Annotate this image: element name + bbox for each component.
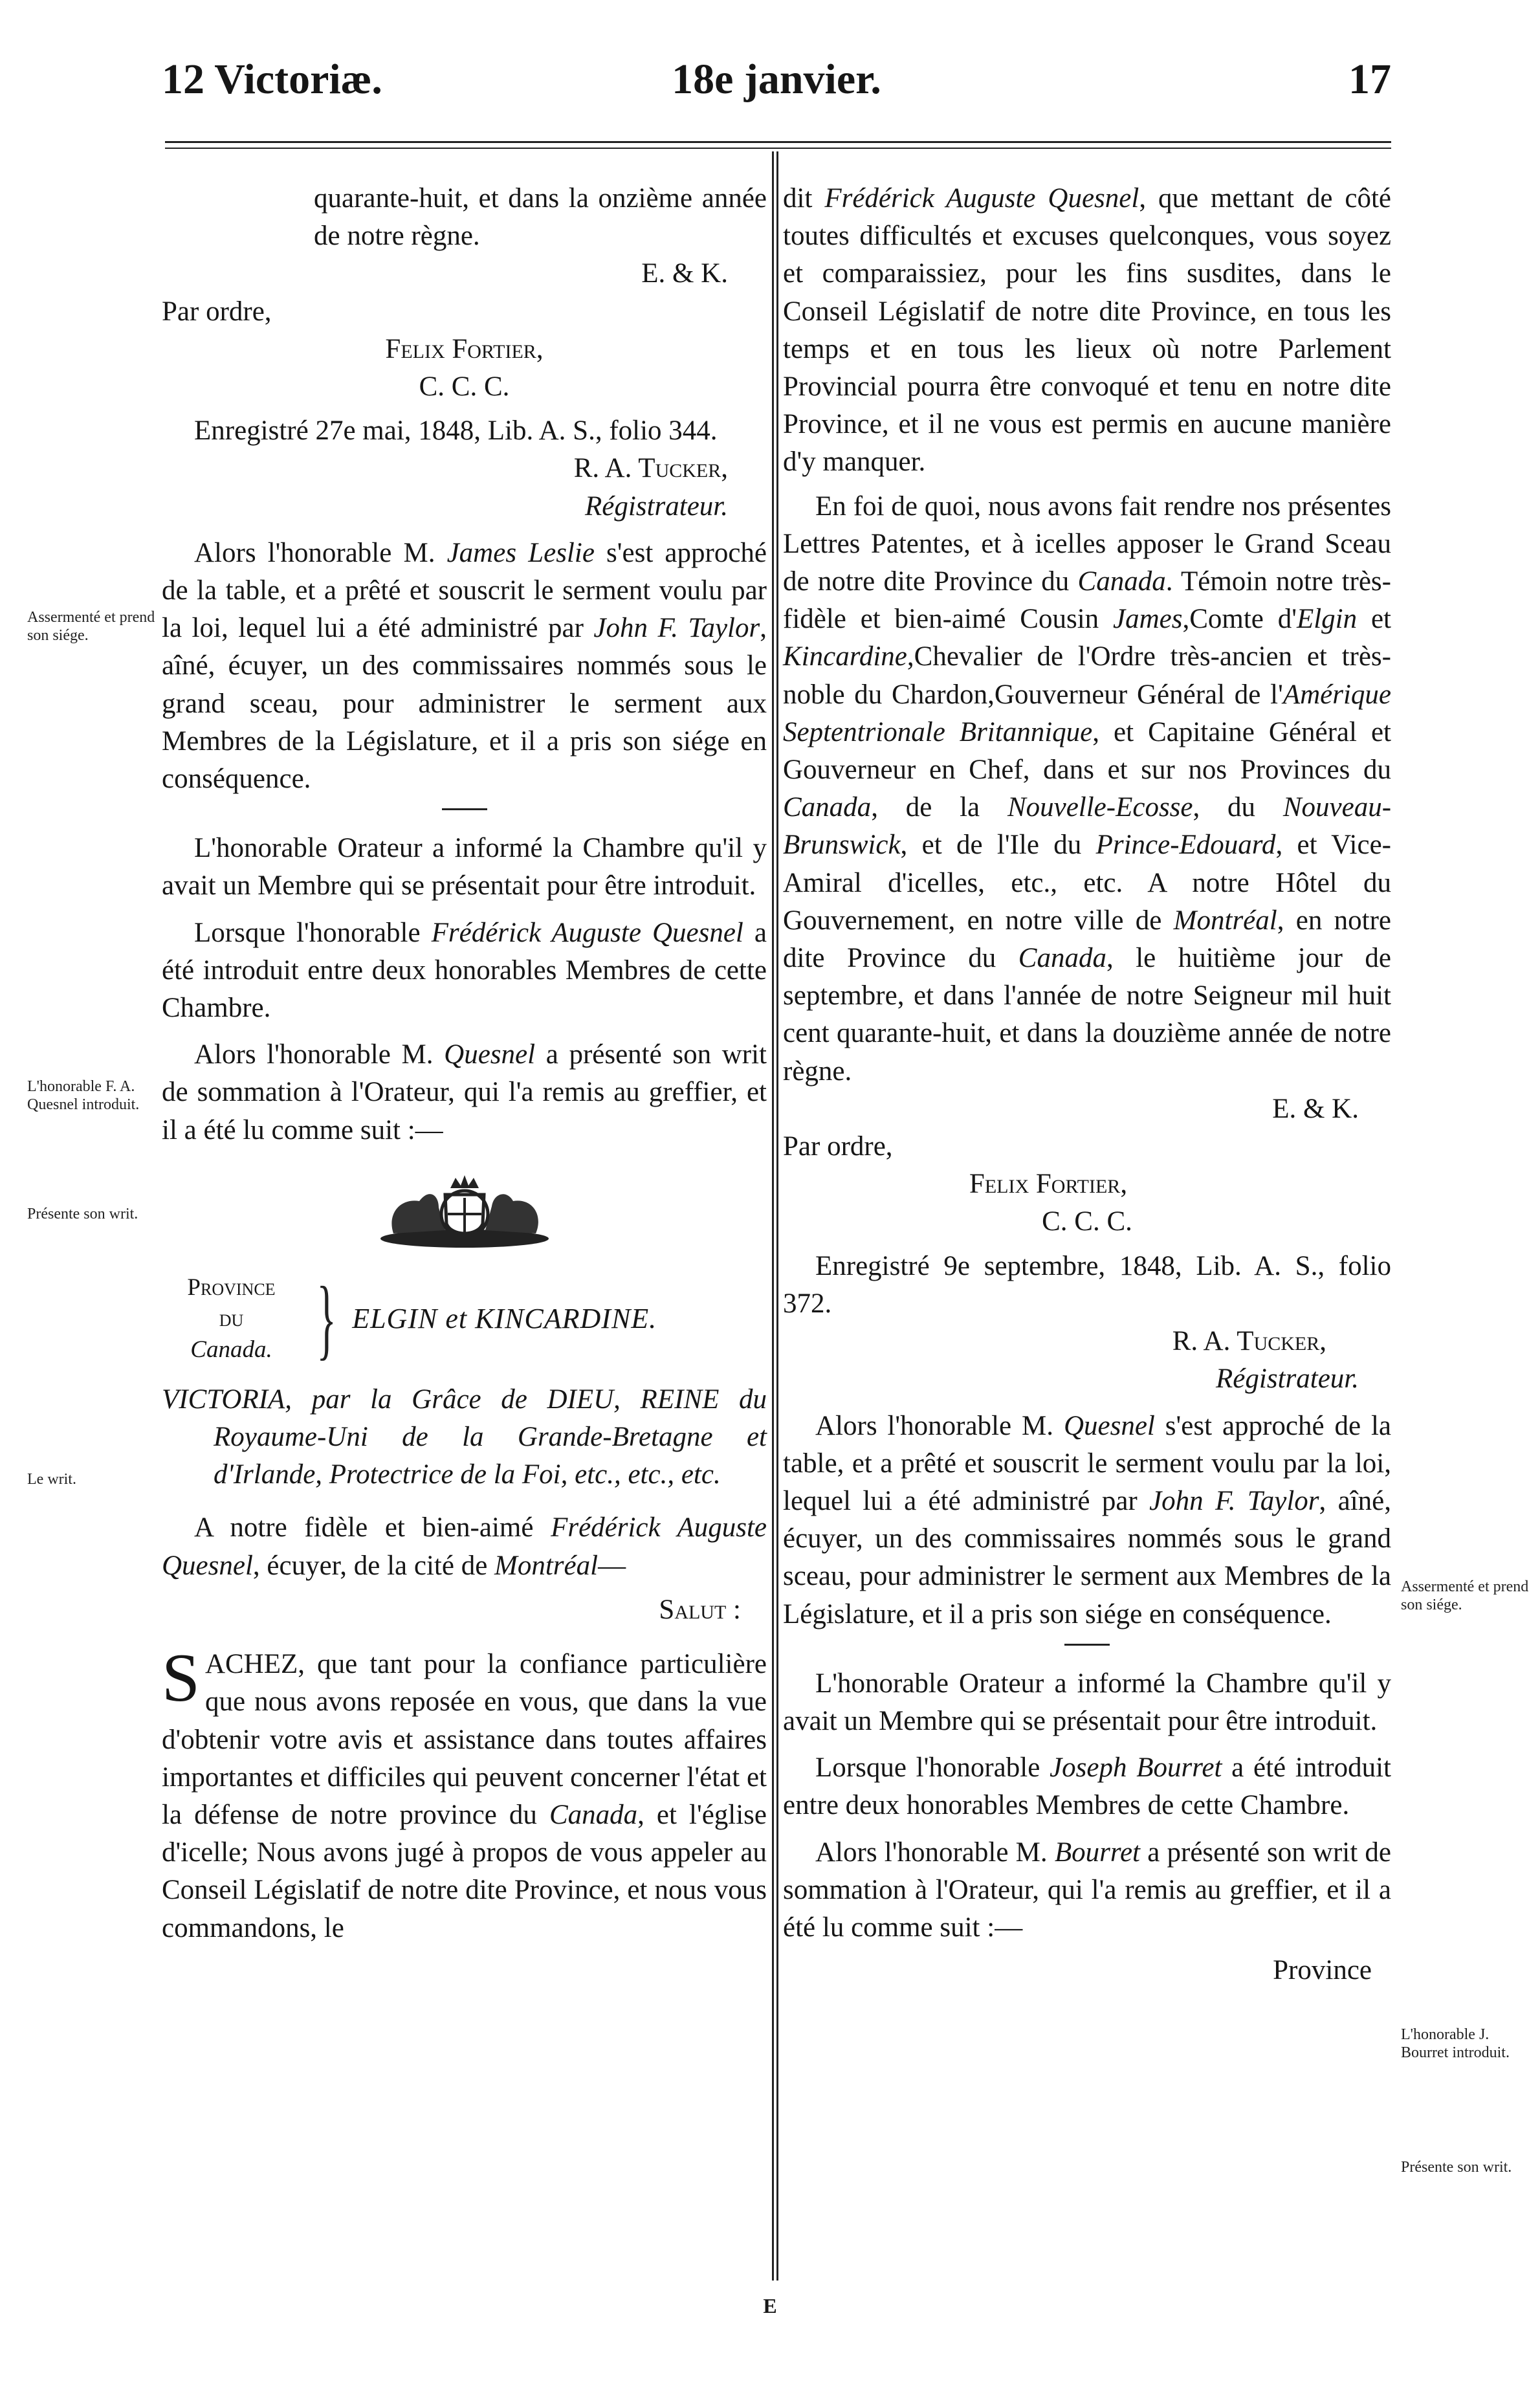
paragraph-quesnel-sworn [783,1408,1391,1633]
text-run: , de la [871,792,1007,823]
enregistre-line: Enregistré 9e septembre, 1848, Lib. A. S., folio 372. [783,1250,1391,1319]
signer-name: Felix Fortier, [969,1169,1128,1200]
text-run: , écuyer, de la cité de [252,1550,495,1581]
place-name: Amérique Septentrionale Britannique [783,679,1391,747]
registrar-title: Régistrateur. [585,491,728,522]
text-run: A notre fidèle et bien-aimé [194,1512,551,1543]
header-rule-top [165,141,1391,143]
par-ordre: Par ordre, [783,1131,893,1162]
text-run: et [1357,604,1391,635]
ek-initials: E. & K. [641,258,728,289]
text-run: , et de l'Ile du [900,830,1096,861]
place-name: Canada [549,1799,638,1830]
paragraph-orateur: L'honorable Orateur a informé la Chambre qu'il y avait un Membre qui se présentait pour être introduit. [162,833,767,901]
province-heading [162,1268,767,1369]
du-label: du [219,1305,244,1332]
place-name: Elgin [1296,604,1358,635]
text-run: a été introduit entre deux honorables Membres de cette Chambre. [783,1752,1391,1821]
text-run: Alors l'honorable M. [194,1039,445,1070]
text-run: , aîné, écuyer, un des commissaires nommés sous le grand sceau, pour administrer le serment aux Membres de la Législature, et il a pris son siége en conséquence. [162,613,767,795]
left-column [162,180,767,1947]
text-run: , aîné, écuyer, un des commissaires nommés sous le grand sceau, pour administrer le serment aux Membres de la Législature, et il a pris son siége en conséquence. [783,1485,1391,1629]
place-name: Canada [1077,566,1166,597]
place-name: Montréal [1173,905,1277,936]
paragraph-a-notre [162,1509,767,1584]
province-label: Province [187,1274,276,1301]
margin-note-right-1: Assermenté et prend son siége. [1401,1578,1529,1613]
text-run: , en notre dite Province du [783,905,1391,974]
paragraph-quesnel-introduced [162,914,767,1028]
right-column [783,180,1391,1989]
text-run: , le huitième jour de septembre, et dans l'année de notre Seigneur mil huit cent quarante-huit, et dans la douzième année de notre règne. [783,943,1391,1087]
paragraph-orateur: L'honorable Orateur a informé la Chambre qu'il y avait un Membre qui se présentait pour être introduit. [783,1668,1391,1736]
text-run: , et l'église d'icelle; Nous avons jugé à propos de vous appeler au Conseil Législatif de notre dite Province, et nous vous commandons, le [162,1799,767,1943]
person-name: Frédérick Auguste Quesnel [162,1512,767,1581]
text-run: , et Vice-Amiral d'icelles, etc., etc. A notre Hôtel du Gouvernement, en notre ville de [783,830,1391,936]
ek-initials: E. & K. [1272,1093,1359,1124]
text-run: En foi de quoi, nous avons fait rendre nos présentes Lettres Patentes, et à icelles apposer le Grand Sceau de notre dite Province du [783,491,1391,597]
text-run: , du [1193,792,1283,823]
place-name: Nouveau-Brunswick [783,792,1392,861]
province-block [162,1272,301,1365]
place-name: Prince-Edouard [1095,830,1276,861]
person-name: Quesnel [1063,1410,1155,1441]
header-date: 18e janvier. [672,56,881,103]
paragraph-bourret-writ [783,1834,1391,1947]
paragraph-quesnel-writ [162,1036,767,1149]
registrar-title: Régistrateur. [1216,1364,1359,1395]
header-regnal-year: 12 Victoriæ. [162,56,382,103]
section-dash [442,808,487,810]
text-run: ,Comte d' [1182,604,1297,635]
person-name: Quesnel [444,1039,536,1070]
person-name: Bourret [1054,1837,1140,1868]
registrar-name: R. A. Tucker, [1172,1326,1326,1357]
margin-note-left-4: Le writ. [27,1471,76,1488]
margin-note-right-2: L'honorable J. Bourret introduit. [1401,2026,1510,2061]
text-run: Lorsque l'honorable [194,917,432,948]
margin-note-right-3: Présente son writ. [1401,2159,1512,2176]
registrar-name: R. A. Tucker, [573,453,728,484]
person-name: James Leslie [446,537,595,568]
margin-note-left-2: L'honorable F. A. Quesnel introduit. [27,1078,140,1113]
person-name: Frédérick Auguste Quesnel [431,917,743,948]
paragraph-dit [783,180,1391,481]
margin-note-left-1: Assermenté et prend son siége. [27,609,155,644]
person-name: John F. Taylor [593,613,760,644]
person-name: James [1113,604,1183,635]
text-run: , et Capitaine Général et Gouverneur en Chef, dans et sur nos Provinces du [783,716,1392,786]
header-page-number: 17 [1348,56,1391,103]
column-divider-left [772,151,774,2281]
par-ordre: Par ordre, [162,296,272,327]
person-name: John F. Taylor [1149,1485,1319,1516]
place-name: Kincardine [783,641,907,672]
text-run: Alors l'honorable M. [194,537,447,568]
paragraph-en-foi [783,488,1391,1090]
paragraph-sachez [162,1640,767,1947]
text-run: ,Chevalier de l'Ordre très-ancien et très-noble du Chardon,Gouverneur Général de l' [783,641,1391,710]
place-name: Canada [783,792,872,823]
text-run: Alors l'honorable M. [815,1837,1055,1868]
text-run: ACHEZ, que tant pour la confiance particulière que nous avons reposée en vous, que dans la vue d'obtenir votre avis et assistance dans toutes affaires importantes et difficiles qui peuvent concerner l'état et la défense de notre province du [162,1649,767,1830]
text-run: a présenté son writ de sommation à l'Orateur, qui l'a remis au greffier, et il a été lu comme suit :— [783,1837,1392,1943]
header-rule-bottom [165,148,1391,149]
paragraph-bourret-introduced [783,1749,1391,1824]
text-run: Alors l'honorable M. [815,1410,1064,1441]
place-name: Nouvelle-Ecosse [1007,792,1193,823]
paragraph-leslie-sworn [162,535,767,798]
margin-note-left-3: Présente son writ. [27,1206,138,1222]
victoria-title: VICTORIA, par la Grâce de DIEU, REINE du Royaume-Uni de la Grande-Bretagne et d'Irlande, Protectrice de la Foi, etc., etc., etc. [162,1384,767,1490]
person-name: Joseph Bourret [1050,1752,1222,1784]
catchword: Province [1273,1955,1372,1986]
signature-mark: E [763,2294,777,2317]
royal-coat-of-arms-icon [374,1169,555,1253]
continuation-text: quarante-huit, et dans la onzième année de notre règne. [314,183,767,252]
text-run: s'est approché de la table, et a prêté et souscrit le serment voulu par la loi, lequel lui a été administré par [162,537,767,644]
canada-label: Canada. [190,1336,272,1363]
text-run: dit [783,183,825,214]
person-name: Frédérick Auguste Quesnel [824,183,1139,214]
text-run: — [598,1550,626,1581]
enregistre-line: Enregistré 27e mai, 1848, Lib. A. S., folio 344. [194,415,718,447]
section-dash [1064,1644,1110,1646]
signer-title: C. C. C. [419,371,510,403]
drop-cap: S [162,1640,200,1716]
text-run: Lorsque l'honorable [815,1752,1050,1784]
curly-brace-icon: } [316,1268,336,1369]
text-run: , que mettant de côté toutes difficultés et excuses quelconques, vous soyez et comparaissiez, pour les fins susdites, dans le Conseil Législatif de notre dite Province, en tous les temps et en tous les lieux où notre Parlement Provincial pourra être convoqué et tenu en notre dite Province, et il ne vous est permis en aucune manière d'y manquer. [783,183,1391,478]
text-run: s'est approché de la table, et a prêté et souscrit le serment voulu par la loi, lequel lui a été administré par [783,1410,1391,1516]
signer-name: Felix Fortier, [385,333,544,364]
text-run: a été introduit entre deux honorables Membres de cette Chambre. [162,917,767,1024]
elgin-kincardine: ELGIN et KINCARDINE. [352,1302,657,1334]
city-name: Montréal [494,1550,599,1581]
place-name: Canada [1018,943,1106,974]
signer-title: C. C. C. [1042,1206,1132,1237]
running-header [162,55,1391,113]
salut: Salut : [659,1594,741,1625]
column-divider-right [776,151,778,2281]
text-run: a présenté son writ de sommation à l'Orateur, qui l'a remis au greffier, et il a été lu comme suit :— [162,1039,767,1145]
text-run: . Témoin notre très-fidèle et bien-aimé Cousin [783,566,1391,635]
